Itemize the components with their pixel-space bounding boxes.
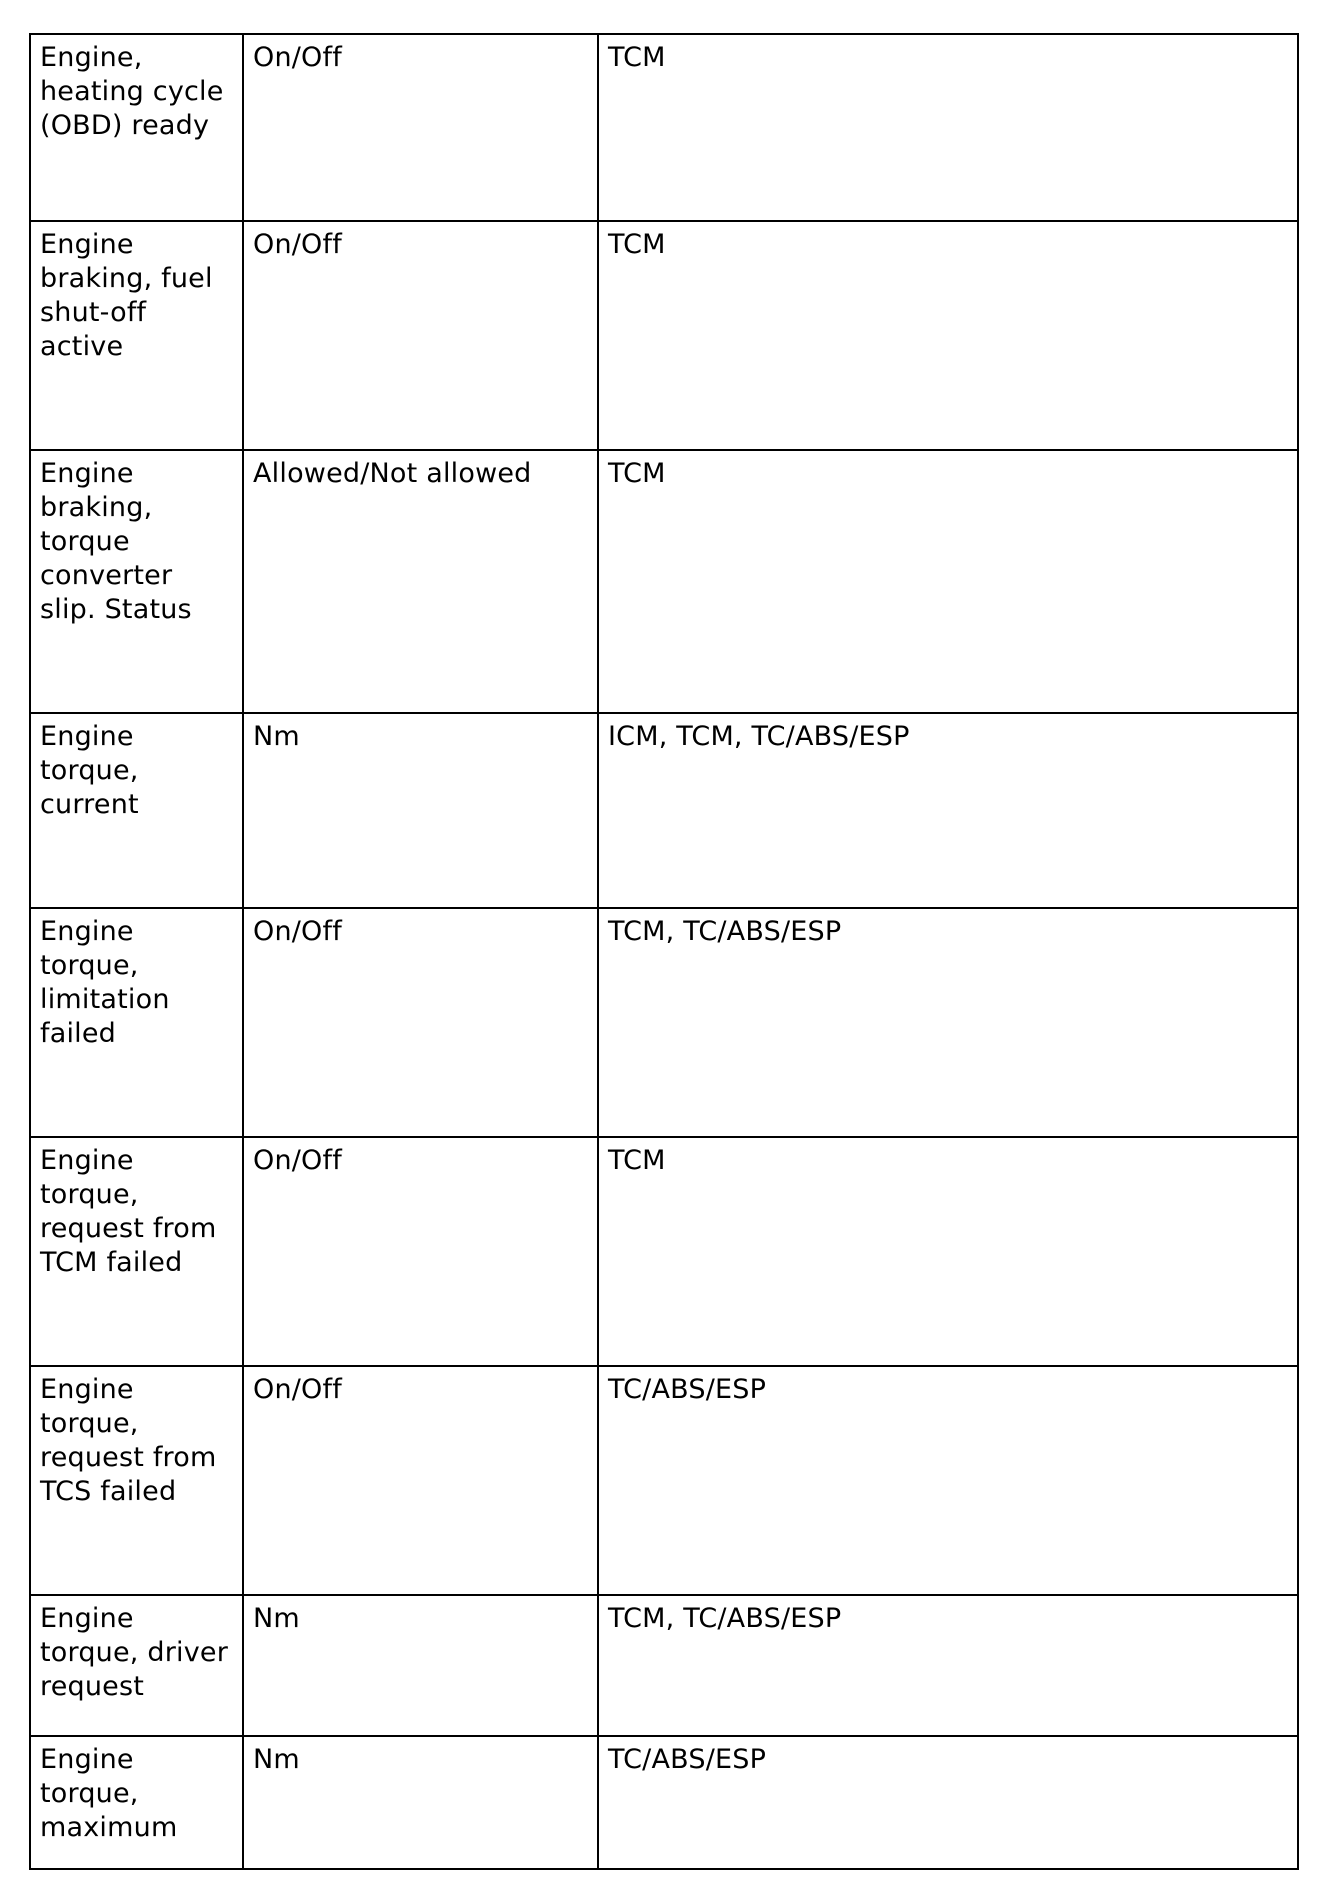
parameter-cell: Engine torque, request from TCM failed bbox=[30, 1137, 243, 1366]
module-cell: TCM, TC/ABS/ESP bbox=[598, 1595, 1298, 1736]
table-row bbox=[30, 221, 1298, 450]
table-row bbox=[30, 908, 1298, 1137]
parameter-cell: Engine torque, current bbox=[30, 713, 243, 908]
table-row bbox=[30, 1137, 1298, 1366]
value-cell: On/Off bbox=[243, 34, 598, 221]
value-cell: On/Off bbox=[243, 908, 598, 1137]
parameter-cell: Engine torque, maximum bbox=[30, 1736, 243, 1869]
module-cell: TCM bbox=[598, 221, 1298, 450]
table-row bbox=[30, 713, 1298, 908]
value-cell: Nm bbox=[243, 1595, 598, 1736]
table-row bbox=[30, 34, 1298, 221]
module-cell: TC/ABS/ESP bbox=[598, 1736, 1298, 1869]
table-row bbox=[30, 1595, 1298, 1736]
module-cell: TC/ABS/ESP bbox=[598, 1366, 1298, 1595]
value-cell: Nm bbox=[243, 1736, 598, 1869]
module-cell: ICM, TCM, TC/ABS/ESP bbox=[598, 713, 1298, 908]
parameter-cell: Engine torque, limitation failed bbox=[30, 908, 243, 1137]
module-cell: TCM bbox=[598, 34, 1298, 221]
module-cell: TCM bbox=[598, 1137, 1298, 1366]
parameter-table bbox=[29, 33, 1299, 1870]
table-row bbox=[30, 1736, 1298, 1869]
value-cell: Allowed/Not allowed bbox=[243, 450, 598, 713]
parameter-cell: Engine, heating cycle (OBD) ready bbox=[30, 34, 243, 221]
value-cell: On/Off bbox=[243, 1366, 598, 1595]
parameter-cell: Engine torque, request from TCS failed bbox=[30, 1366, 243, 1595]
module-cell: TCM bbox=[598, 450, 1298, 713]
parameter-cell: Engine torque, driver request bbox=[30, 1595, 243, 1736]
value-cell: On/Off bbox=[243, 1137, 598, 1366]
parameter-cell: Engine braking, fuel shut-off active bbox=[30, 221, 243, 450]
table-row bbox=[30, 1366, 1298, 1595]
module-cell: TCM, TC/ABS/ESP bbox=[598, 908, 1298, 1137]
value-cell: On/Off bbox=[243, 221, 598, 450]
parameter-cell: Engine braking, torque converter slip. Status bbox=[30, 450, 243, 713]
table-row bbox=[30, 450, 1298, 713]
value-cell: Nm bbox=[243, 713, 598, 908]
